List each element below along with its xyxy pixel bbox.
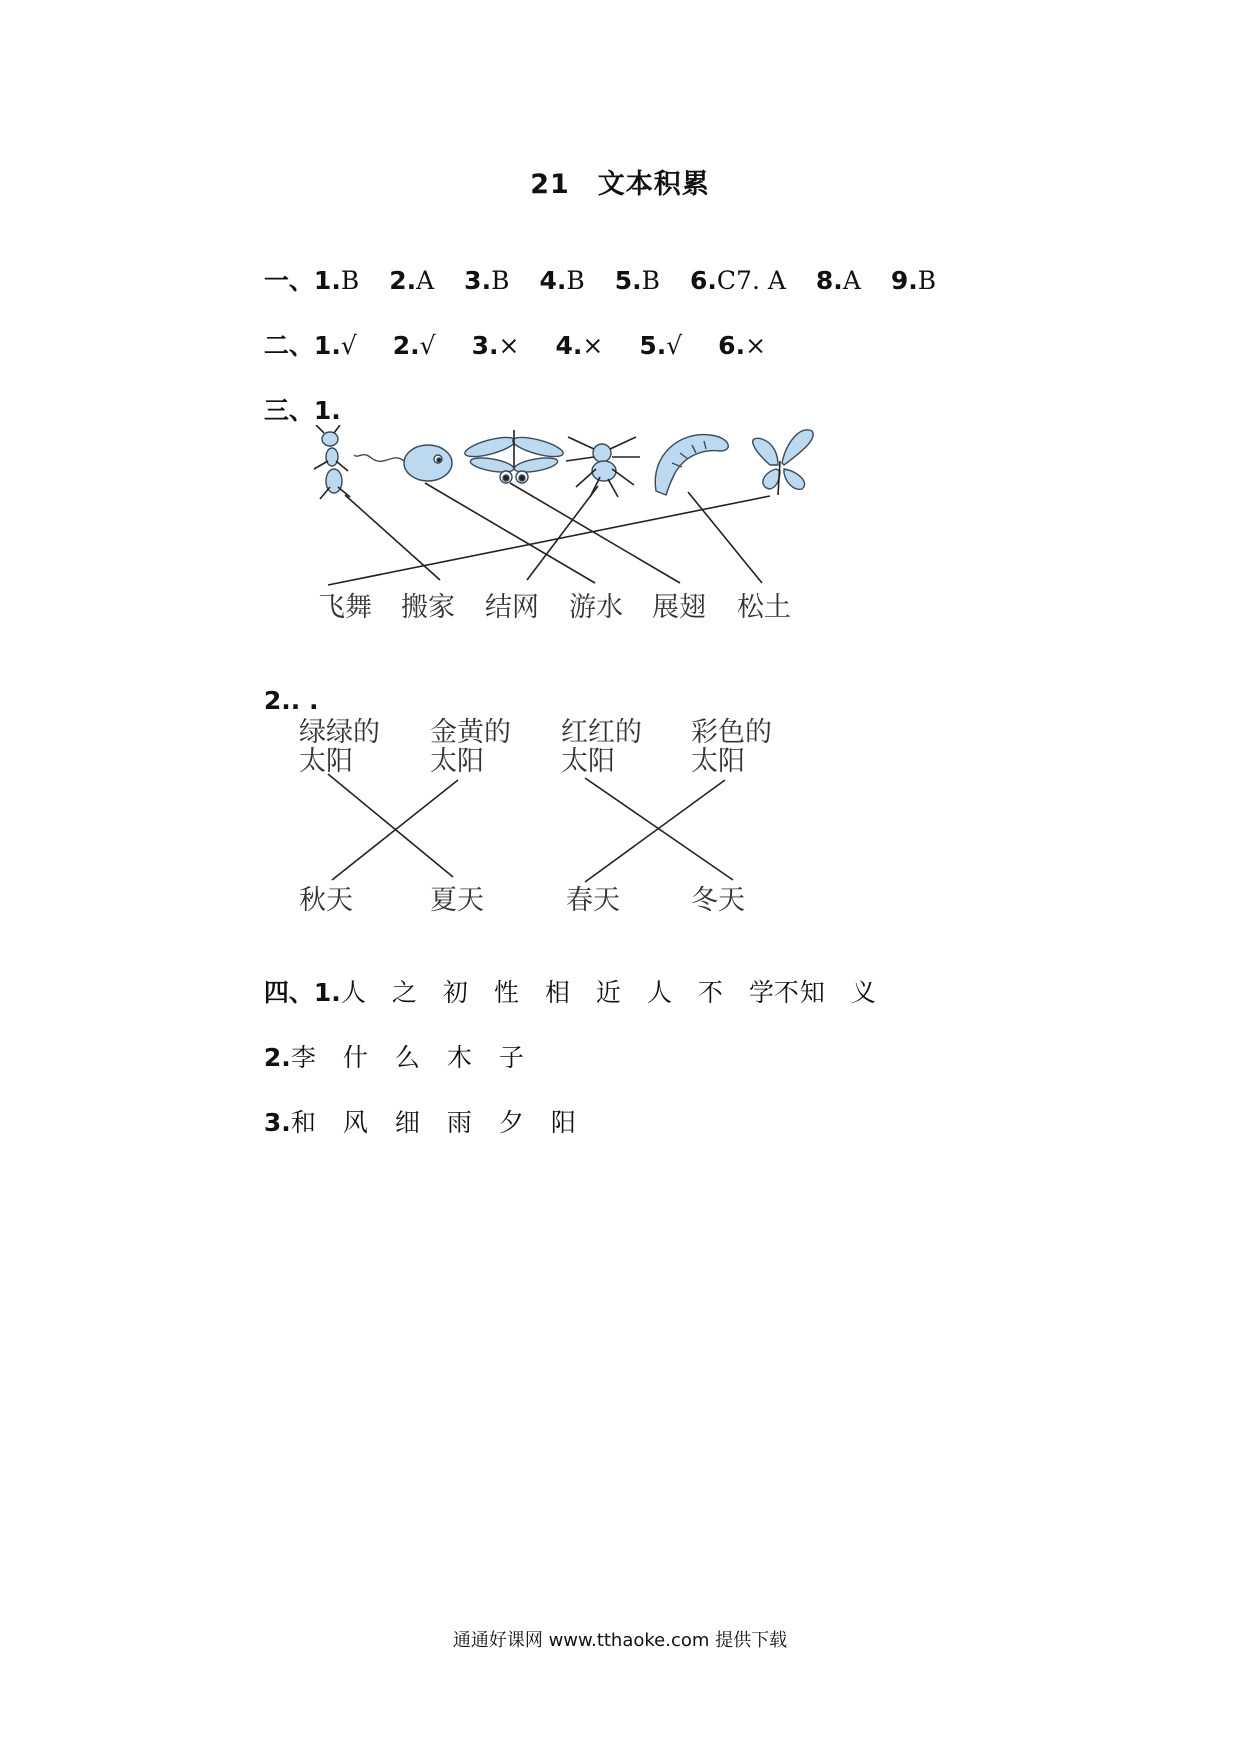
section-2-label: 二、 xyxy=(263,331,314,360)
title-text: 文本积累 xyxy=(597,169,710,200)
answer-number: 3. xyxy=(464,266,492,295)
answer-value: × xyxy=(582,331,604,360)
section-3-label: 三、1. xyxy=(263,396,341,425)
section-4-label: 四、1. xyxy=(263,978,341,1007)
answer-number: 4. xyxy=(539,266,567,295)
answer-char: 知 xyxy=(799,978,825,1007)
sun-green: 绿绿的 太阳 xyxy=(299,717,380,777)
answer-char: 雨 xyxy=(446,1108,472,1137)
answer-number: 2. xyxy=(392,331,420,360)
answer-char: 子 xyxy=(498,1043,524,1072)
answer-value: B xyxy=(566,266,585,295)
title-number: 21 xyxy=(530,169,570,200)
match-line xyxy=(328,774,453,877)
section-4-line-1 xyxy=(248,944,902,1009)
match-line xyxy=(328,496,770,585)
answer-char: 近 xyxy=(595,978,621,1007)
answer-char: 李 xyxy=(290,1043,316,1072)
answer-char: 初 xyxy=(442,978,468,1007)
word-youshui: 游水 xyxy=(569,592,623,623)
answer-value: B xyxy=(917,266,937,295)
word-zhanchi: 展翅 xyxy=(652,592,706,623)
section-1-label: 一、 xyxy=(263,266,314,295)
answer-number: 5. xyxy=(614,266,642,295)
answer-char: 么 xyxy=(394,1043,420,1072)
answer-value: A xyxy=(842,266,861,295)
answer-number: 6. xyxy=(690,266,717,295)
sun-red: 红红的 太阳 xyxy=(561,717,642,777)
question-2-label: 2.. . xyxy=(263,686,319,715)
answer-value: × xyxy=(745,331,767,360)
answer-value: × xyxy=(498,331,520,360)
answer-number: 8. xyxy=(815,266,843,295)
answer-char: 人 xyxy=(646,978,672,1007)
answer-value: B xyxy=(340,266,360,295)
answer-char: 不 xyxy=(697,978,723,1007)
answer-value: B xyxy=(491,266,510,295)
answer-number: 1. xyxy=(313,331,341,360)
word-feiwu: 飞舞 xyxy=(318,592,372,623)
word-jiewang: 结网 xyxy=(485,592,539,623)
season-summer: 夏天 xyxy=(430,885,484,916)
answer-char: 性 xyxy=(493,978,519,1007)
answer-number: 1. xyxy=(313,266,341,295)
answer-char: 风 xyxy=(342,1108,368,1137)
word-songtu: 松土 xyxy=(737,592,791,623)
answer-number: 4. xyxy=(555,331,583,360)
answer-char: 细 xyxy=(394,1108,420,1137)
answer-char: 什 xyxy=(342,1043,368,1072)
season-winter: 冬天 xyxy=(691,885,745,916)
answer-value: C7. A xyxy=(716,266,786,295)
answer-value: B xyxy=(641,266,661,295)
answer-char: 木 xyxy=(446,1043,472,1072)
answer-char: 和 xyxy=(290,1108,316,1137)
answer-char: 之 xyxy=(391,978,417,1007)
answer-value: √ xyxy=(666,331,683,360)
word-banjia: 搬家 xyxy=(401,592,455,623)
footer-text: 通通好课网 www.tthaoke.com 提供下载 xyxy=(452,1630,788,1651)
match-line xyxy=(345,495,440,580)
match-line xyxy=(585,780,725,882)
answer-value: √ xyxy=(419,331,436,360)
sun-colorful: 彩色的 太阳 xyxy=(691,717,772,777)
answer-number: 9. xyxy=(890,266,918,295)
answer-char: 人 xyxy=(340,978,366,1007)
answer-char: 夕 xyxy=(498,1108,524,1137)
sun-gold: 金黄的 太阳 xyxy=(430,717,511,777)
answer-number: 5. xyxy=(639,331,667,360)
answer-char: 相 xyxy=(544,978,570,1007)
answer-number: 3. xyxy=(471,331,499,360)
season-spring: 春天 xyxy=(566,885,620,916)
answer-value: √ xyxy=(340,331,357,360)
season-autumn: 秋天 xyxy=(299,885,353,916)
section-4-line-3: 3.和 风 细 雨 夕 阳 xyxy=(248,1074,603,1139)
answer-char: 学不 xyxy=(748,978,799,1007)
section-4-line-2: 2.李 什 么 木 子 xyxy=(248,1009,551,1074)
answer-char: 阳 xyxy=(550,1108,576,1137)
match-line xyxy=(425,483,595,583)
answer-number: 6. xyxy=(718,331,746,360)
answer-number: 2. xyxy=(389,266,417,295)
answer-value: A xyxy=(416,266,435,295)
answer-char: 义 xyxy=(850,978,876,1007)
